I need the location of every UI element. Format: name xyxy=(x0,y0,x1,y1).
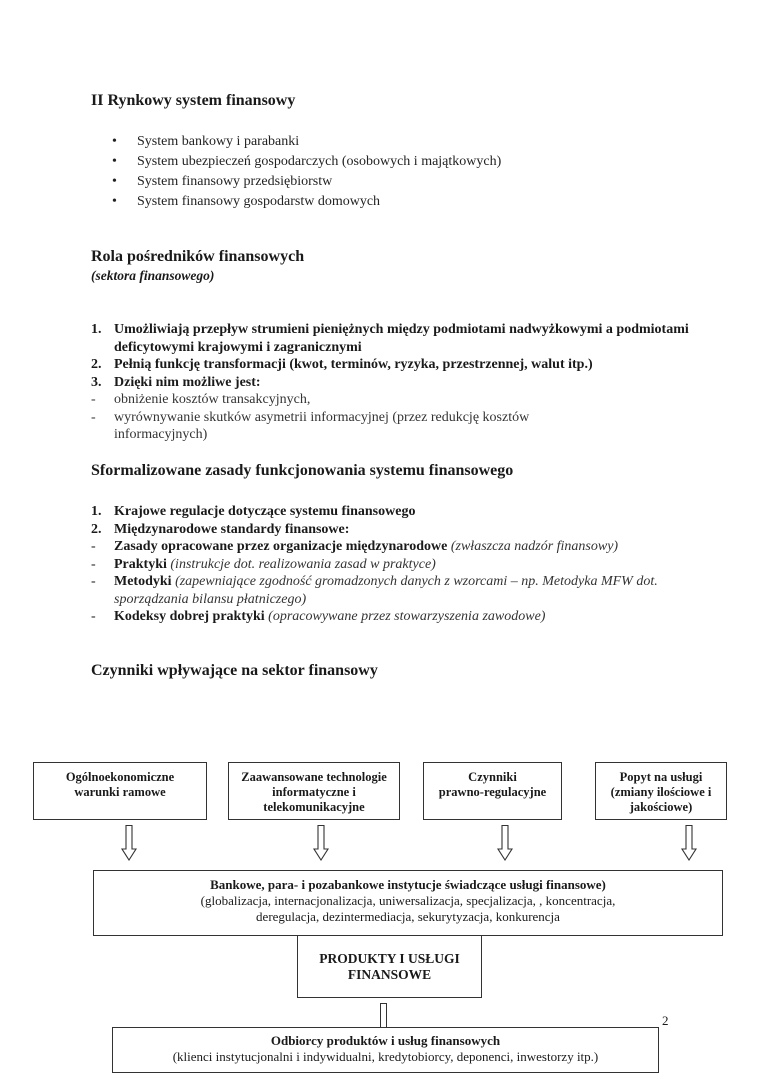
dash-item: - Kodeksy dobrej praktyki (opracowywane przez stowarzyszenia zawodowe) xyxy=(91,609,546,624)
list-marker: 2. xyxy=(91,357,102,372)
list-marker: 3. xyxy=(91,374,102,390)
list-marker: 1. xyxy=(91,504,102,519)
factor-box-legal: Czynniki prawno-regulacyjne xyxy=(423,762,562,820)
factor-box-technology: Zaawansowane technologie informatyczne i telekomunikacyjne xyxy=(228,762,400,820)
recipients-box: Odbiorcy produktów i usług finansowych (klienci instytucjonalni i indywidualni, kredytobiorcy, deponenci, inwestorzy itp.) xyxy=(112,1027,659,1073)
list-item: • System bankowy i parabanki xyxy=(112,132,501,152)
dash-item: - Praktyki (instrukcje dot. realizowania zasad w praktyce) xyxy=(91,556,436,572)
dash-item: - Metodyki (zapewniające zgodność gromadzonych danych z wzorcami – np. Metodyka MFW dot. sporządzania bilansu płatniczego) xyxy=(91,574,658,607)
arrow-down-icon xyxy=(497,825,513,861)
list-marker: - xyxy=(91,392,96,407)
section-title-market-system: II Rynkowy system finansowy xyxy=(91,92,296,109)
formal-rules-list xyxy=(91,503,711,626)
numbered-item: 3. Dzięki nim możliwe jest: xyxy=(91,374,261,390)
list-item: • System finansowy gospodarstw domowych xyxy=(112,192,501,212)
factor-box-economic: Ogólnoekonomiczne warunki ramowe xyxy=(33,762,207,820)
dash-item: - wyrównywanie skutków asymetrii informacyjnej (przez redukcję kosztów informacyjnych) xyxy=(91,409,530,442)
page-number: 2 xyxy=(662,1013,669,1028)
products-box: PRODUKTY I USŁUGI FINANSOWE xyxy=(297,935,482,998)
list-item: • System finansowy przedsiębiorstw xyxy=(112,172,501,192)
list-marker: - xyxy=(91,409,96,425)
arrow-down-icon xyxy=(681,825,697,861)
numbered-item: 1. Krajowe regulacje dotyczące systemu finansowego xyxy=(91,504,416,519)
list-item: • System ubezpieczeń gospodarczych (osobowych i majątkowych) xyxy=(112,152,501,172)
factor-box-demand: Popyt na usługi (zmiany ilościowe i jakościowe) xyxy=(595,762,727,820)
arrow-down-icon xyxy=(121,825,137,861)
numbered-item: 2. Międzynarodowe standardy finansowe: xyxy=(91,521,350,537)
list-marker: - xyxy=(91,609,96,624)
list-marker: - xyxy=(91,574,96,589)
dash-item: - obniżenie kosztów transakcyjnych, xyxy=(91,392,311,407)
connector-bar xyxy=(380,1003,387,1029)
list-marker: 2. xyxy=(91,521,102,537)
intermediaries-list xyxy=(91,321,691,444)
list-marker: - xyxy=(91,539,96,554)
numbered-item: 1. Umożliwiają przepływ strumieni pieniężnych między podmiotami nadwyżkowymi a podmiotami deficytowymi krajowymi i zagranicznymi xyxy=(91,322,689,355)
institutions-box: Bankowe, para- i pozabankowe instytucje świadczące usługi finansowe) (globalizacja, internacjonalizacja, uniwersalizacja, specjalizacja, , koncentracja, deregulacja, dezintermediacja, sekurytyzacja, konkurencja xyxy=(93,870,723,936)
list-marker: 1. xyxy=(91,322,102,337)
section-title-formal-rules: Sformalizowane zasady funkcjonowania systemu finansowego xyxy=(91,462,514,479)
section-title-factors: Czynniki wpływające na sektor finansowy xyxy=(91,662,378,679)
dash-item: - Zasady opracowane przez organizacje międzynarodowe (zwłaszcza nadzór finansowy) xyxy=(91,539,619,554)
list-marker: - xyxy=(91,556,96,572)
arrow-down-icon xyxy=(313,825,329,861)
section-subtitle: (sektora finansowego) xyxy=(91,268,215,283)
section-title-intermediaries: Rola pośredników finansowych xyxy=(91,248,305,265)
bullet-list-market-system xyxy=(112,132,501,212)
numbered-item: 2. Pełnią funkcję transformacji (kwot, terminów, ryzyka, przestrzennej, walut itp.) xyxy=(91,357,593,372)
